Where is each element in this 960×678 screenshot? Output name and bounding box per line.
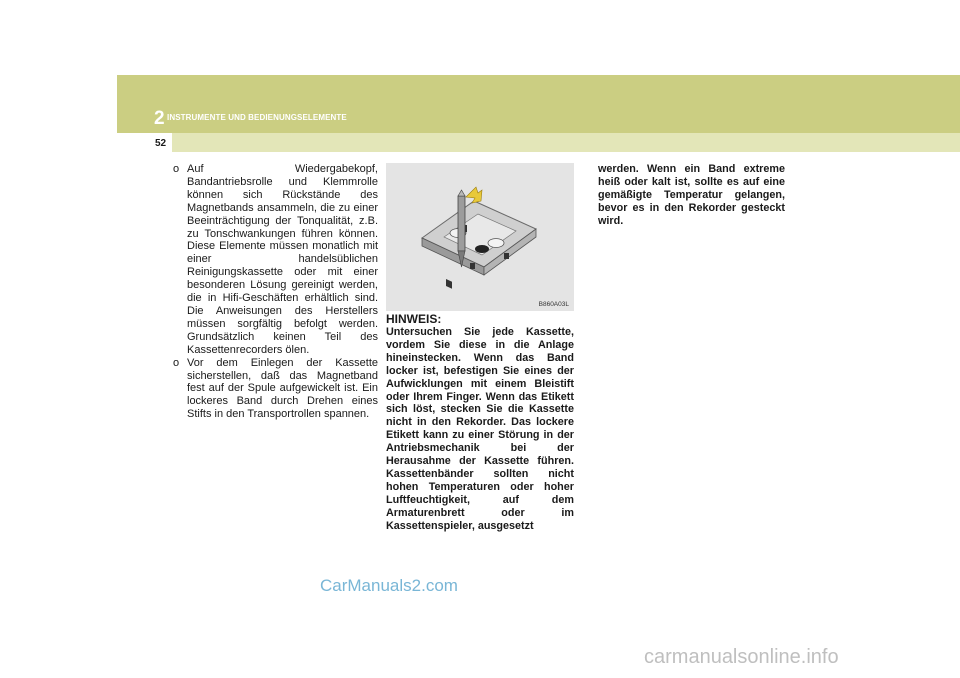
- chapter-title: INSTRUMENTE UND BEDIENUNGSELEMENTE: [167, 113, 347, 122]
- watermark-carmanualsonline: carmanualsonline.info: [644, 646, 839, 668]
- list-item-text: Auf Wiedergabekopf, Bandantriebsrolle und Klemmrolle können sich Rückstände des Magnetbands ansammeln, die zu einer Beeinträchtigung der Tonqualität, z.B. zu Tonschwankungen führen können. Diese Elemente müssen monatlich mit einer handelsüblichen Reinigungskassette oder mit einer besonderen Lösung gereinigt werden, die in Hifi-Geschäften erhältlich sind. Die Anweisungen des Herstellers müssen sorgfältig befolgt werden. Grundsätzlich keinen Teil des Kassettenrecorders ölen.: [187, 163, 378, 356]
- figure-code: B860A03L: [538, 301, 569, 308]
- column-middle: [386, 312, 574, 533]
- note-continuation: werden. Wenn ein Band extreme heiß oder kalt ist, sollte es auf eine gemäßigte Temperatur gelangen, bevor es in den Rekorder gesteckt wird.: [598, 163, 785, 227]
- cassette-pencil-illustration: [386, 163, 574, 311]
- list-item: [173, 357, 378, 422]
- page-number: 52: [155, 138, 167, 149]
- watermark-carmanuals2: CarManuals2.com: [320, 576, 458, 595]
- cassette-figure: [386, 163, 574, 311]
- column-right: [598, 163, 785, 228]
- list-bullet: o: [173, 356, 180, 369]
- list-item-text: Vor dem Einlegen der Kassette sicherstellen, daß das Magnetband fest auf der Spule aufgewickelt ist. Ein lockeres Band durch Drehen eines Stifts in den Transportrollen spannen.: [187, 356, 378, 421]
- chapter-number: 2: [154, 108, 165, 129]
- column-left: [173, 163, 378, 421]
- list-bullet: o: [173, 163, 180, 175]
- note-heading: HINWEIS:: [386, 312, 442, 326]
- list-item: [173, 163, 378, 357]
- header-strip: [117, 133, 960, 152]
- note-body: Untersuchen Sie jede Kassette, vordem Sie diese in die Anlage hineinstecken. Wenn das Band locker ist, befestigen Sie eines der Aufwicklungen mit einem Bleistift oder Ihrem Finger. Wenn das Etikett sich löst, stecken Sie die Kassette nicht in den Rekorder. Das lockere Etikett kann zu einer Störung in der Antriebsmechanik bei der Herausahme der Kassette führen. Kassettenbänder sollten nicht hohen Temperaturen oder hoher Luftfeuchtigkeit, auf dem Armaturenbrett oder im Kassettenspieler, ausgesetzt: [386, 326, 574, 532]
- header-band: [117, 75, 960, 133]
